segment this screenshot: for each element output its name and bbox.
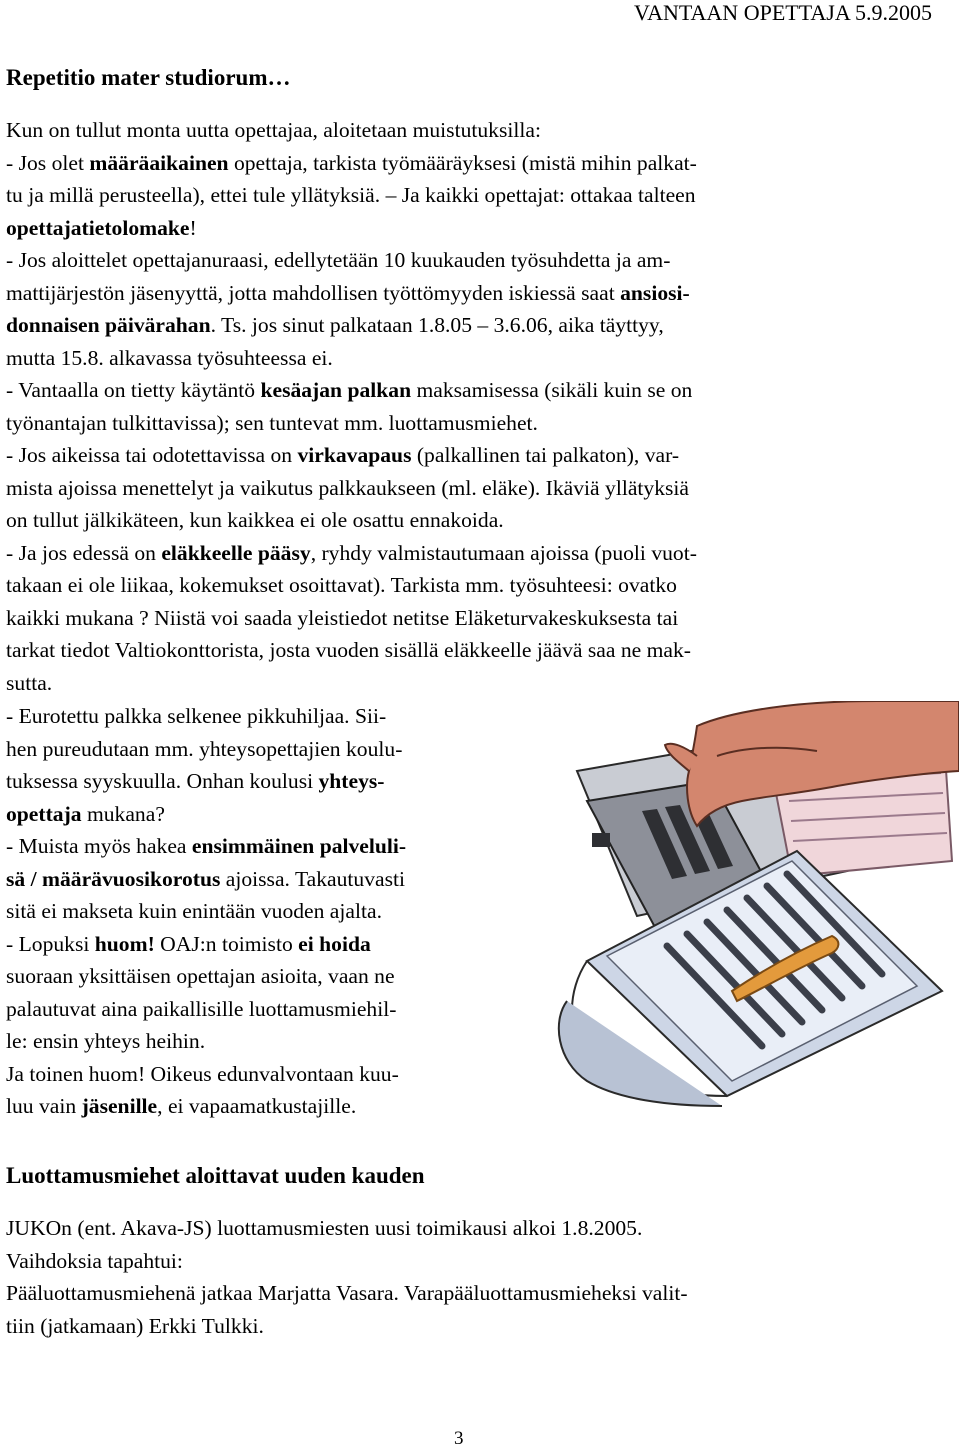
text-line: Ja toinen huom! Oikeus edunvalvontaan kuu-: [6, 1061, 399, 1086]
hand-typewriter-paper-clipart-icon: [547, 701, 959, 1107]
section2-body: [6, 1212, 914, 1342]
text-line: opettaja mukana?: [6, 801, 165, 826]
text-line: tarkat tiedot Valtiokonttorista, josta vuoden sisällä eläkkeelle jäävä saa ne mak-: [6, 638, 691, 662]
bold-run: opettaja: [6, 801, 82, 826]
section-title-repetitio: Repetitio mater studiorum…: [6, 65, 291, 90]
text-line: palautuvat aina paikallisille luottamusmiehil-: [6, 996, 397, 1021]
text-line: Vaihdoksia tapahtui:: [6, 1248, 183, 1273]
text-line: tu ja millä perusteella), ettei tule yllätyksiä. – Ja kaikki opettajat: ottakaa talteen: [6, 183, 696, 207]
text-line: - Muista myös hakea ensimmäinen palveluli-: [6, 834, 407, 858]
bold-run: määräaikainen: [89, 150, 229, 175]
section1-body: [6, 114, 914, 699]
bold-run: ei hoida: [298, 931, 371, 956]
text-line: mutta 15.8. alkavassa työsuhteessa ei.: [6, 345, 333, 370]
text-line: - Eurotettu palkka selkenee pikkuhiljaa. Sii-: [6, 704, 387, 728]
bold-run: virkavapaus: [297, 443, 412, 467]
text-line: - Jos aikeissa tai odotettavissa on virkavapaus (palkallinen tai palkaton), var-: [6, 443, 680, 467]
publication-header: VANTAAN OPETTAJA 5.9.2005: [634, 0, 932, 25]
bold-run: donnaisen päivärahan: [6, 313, 211, 337]
bold-run: eläkkeelle pääsy: [161, 540, 311, 565]
text-line: sutta.: [6, 670, 53, 695]
bold-run: sä / määrävuosikorotus: [6, 866, 221, 891]
bold-run: huom!: [94, 931, 155, 956]
text-line: le: ensin yhteys heihin.: [6, 1029, 206, 1053]
page-number: 3: [454, 1428, 464, 1449]
section1-side-column: [6, 700, 538, 1123]
bold-run: opettajatietolomake: [6, 215, 190, 240]
bold-run: ansiosi-: [620, 280, 690, 305]
text-line: tiin (jatkamaan) Erkki Tulkki.: [6, 1313, 264, 1338]
text-line: - Ja jos edessä on eläkkeelle pääsy, ryhdy valmistautumaan ajoissa (puoli vuot-: [6, 540, 697, 565]
section-title-luottamusmiehet: Luottamusmiehet aloittavat uuden kauden: [6, 1163, 425, 1188]
text-line: - Vantaalla on tietty käytäntö kesäajan palkan maksamisessa (sikäli kuin se on: [6, 378, 693, 402]
text-line: Pääluottamusmiehenä jatkaa Marjatta Vasara. Varapääluottamusmieheksi valit-: [6, 1281, 688, 1305]
text-line: donnaisen päivärahan. Ts. jos sinut palkataan 1.8.05 – 3.6.06, aika täyttyy,: [6, 313, 664, 337]
bold-run: ensimmäinen palveluli-: [191, 834, 407, 858]
text-line: mista ajoissa menettelyt ja vaikutus palkkaukseen (ml. eläke). Ikäviä yllätyksiä: [6, 475, 689, 500]
text-line: sä / määrävuosikorotus ajoissa. Takautuvasti: [6, 866, 405, 891]
text-line: hen pureudutaan mm. yhteysopettajien koulu-: [6, 736, 403, 761]
text-line: tuksessa syyskuulla. Onhan koulusi yhteys-: [6, 769, 385, 793]
bold-run: yhteys-: [318, 769, 385, 793]
text-line: luu vain jäsenille, ei vapaamatkustajille.: [6, 1094, 357, 1118]
text-line: takaan ei ole liikaa, kokemukset osoittavat). Tarkista mm. työsuhteesi: ovatko: [6, 573, 677, 597]
text-line: opettajatietolomake!: [6, 215, 197, 240]
text-line: - Lopuksi huom! OAJ:n toimisto ei hoida: [6, 931, 371, 956]
text-line: - Jos aloittelet opettajanuraasi, edellytetään 10 kuukauden työsuhdetta ja am-: [6, 248, 671, 272]
text-line: mattijärjestön jäsenyyttä, jotta mahdollisen työttömyyden iskiessä saat ansiosi-: [6, 280, 690, 305]
text-line: suoraan yksittäisen opettajan asioita, vaan ne: [6, 964, 395, 988]
text-line: JUKOn (ent. Akava-JS) luottamusmiesten uusi toimikausi alkoi 1.8.2005.: [6, 1216, 643, 1240]
text-line: kaikki mukana ? Niistä voi saada yleistiedot netitse Eläketurvakeskuksesta tai: [6, 605, 679, 630]
text-line: sitä ei makseta kuin enintään vuoden ajalta.: [6, 899, 382, 923]
text-line: Kun on tullut monta uutta opettajaa, aloitetaan muistutuksilla:: [6, 118, 541, 142]
text-line: työnantajan tulkittavissa); sen tuntevat mm. luottamusmiehet.: [6, 410, 538, 435]
text-line: - Jos olet määräaikainen opettaja, tarkista työmääräyksesi (mistä mihin palkat-: [6, 150, 697, 175]
text-line: on tullut jälkikäteen, kun kaikkea ei ole osattu ennakoida.: [6, 508, 504, 532]
bold-run: kesäajan palkan: [260, 378, 412, 402]
bold-run: jäsenille: [81, 1094, 158, 1118]
